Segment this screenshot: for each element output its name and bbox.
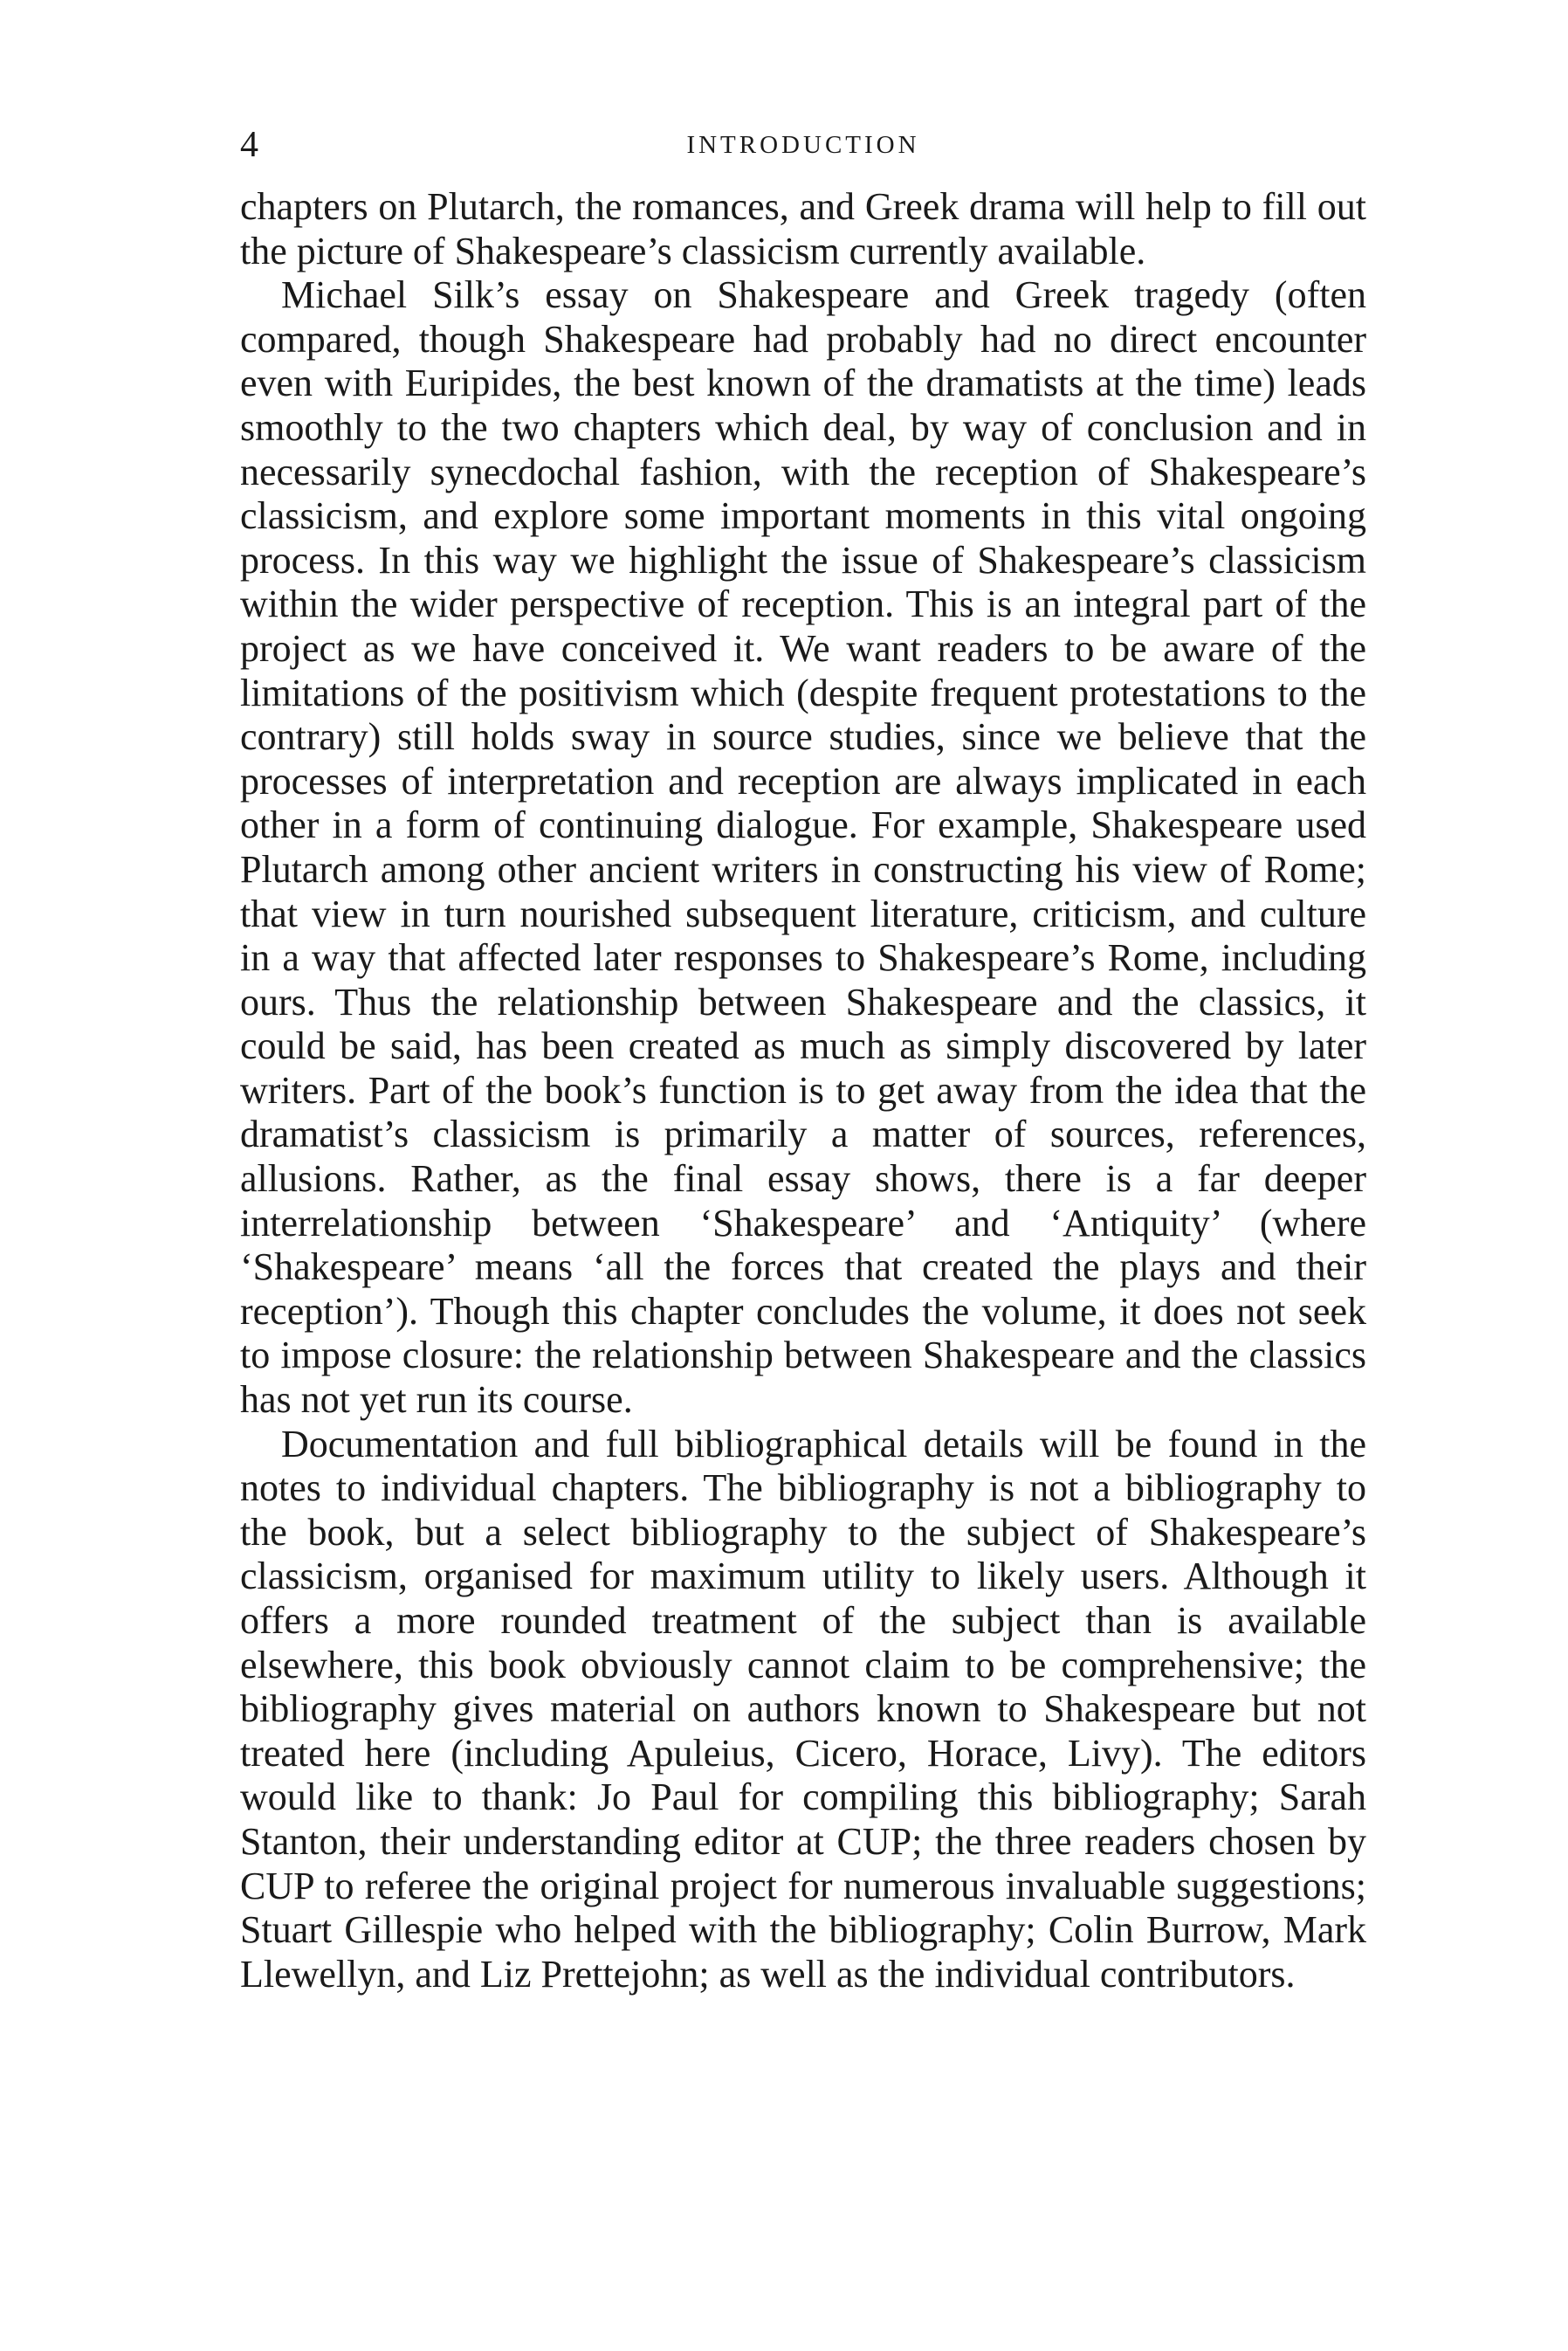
page-number: 4 xyxy=(240,125,258,165)
paragraph-reception: Michael Silk’s essay on Shakespeare and Greek tragedy (often compared, though Shakespeare had probably had no direct encounter even with Euripides, the best known of the dramatists at the time) leads smoothly to the two chapters which deal, by way of conclusion and in necessarily synecdochal fashion, with the reception of Shakespeare’s classicism, and explore some important moments in this vital ongoing process. In this way we highlight the issue of Shakespeare’s classicism within the wider perspective of reception. This is an integral part of the project as we have conceived it. We want readers to be aware of the limitations of the positivism which (despite frequent protestations to the contrary) still holds sway in source studies, since we believe that the processes of interpretation and reception are always implicated in each other in a form of continuing dialogue. For example, Shakespeare used Plutarch among other ancient writers in constructing his view of Rome; that view in turn nourished subsequent literature, criticism, and culture in a way that affected later responses to Shakespeare’s Rome, including ours. Thus the relationship between Shakespeare and the classics, it could be said, has been created as much as simply discovered by later writers. Part of the book’s function is to get away from the idea that the dramatist’s classicism is primarily a matter of sources, references, allusions. Rather, as the final essay shows, there is a far deeper interrelationship between ‘Shakespeare’ and ‘Antiquity’ (where ‘Shakespeare’ means ‘all the forces that created the plays and their reception’). Though this chapter concludes the volume, it does not seek to impose closure: the relationship between Shakespeare and the classics has not yet run its course. xyxy=(240,273,1366,1422)
running-head xyxy=(240,119,1366,171)
running-title: INTRODUCTION xyxy=(686,131,920,159)
paragraph-documentation: Documentation and full bibliographical details will be found in the notes to individual chapters. The bibliography is not a bibliography to the book, but a select bibliography to the subject of Shakespeare’s classicism, organised for maximum utility to likely users. Although it offers a more rounded treatment of the subject than is available elsewhere, this book obviously cannot claim to be comprehensive; the bibliography gives material on authors known to Shakespeare but not treated here (including Apuleius, Cicero, Horace, Livy). The editors would like to thank: Jo Paul for compiling this bibliography; Sarah Stanton, their understanding editor at CUP; the three readers chosen by CUP to referee the original project for numerous invaluable suggestions; Stuart Gillespie who helped with the bibliography; Colin Burrow, Mark Llewellyn, and Liz Prettejohn; as well as the individual contributors. xyxy=(240,1422,1366,1996)
body-text xyxy=(240,185,1366,1996)
paragraph-continuation: chapters on Plutarch, the romances, and Greek drama will help to fill out the picture of Shakespeare’s classicism currently available. xyxy=(240,185,1366,272)
